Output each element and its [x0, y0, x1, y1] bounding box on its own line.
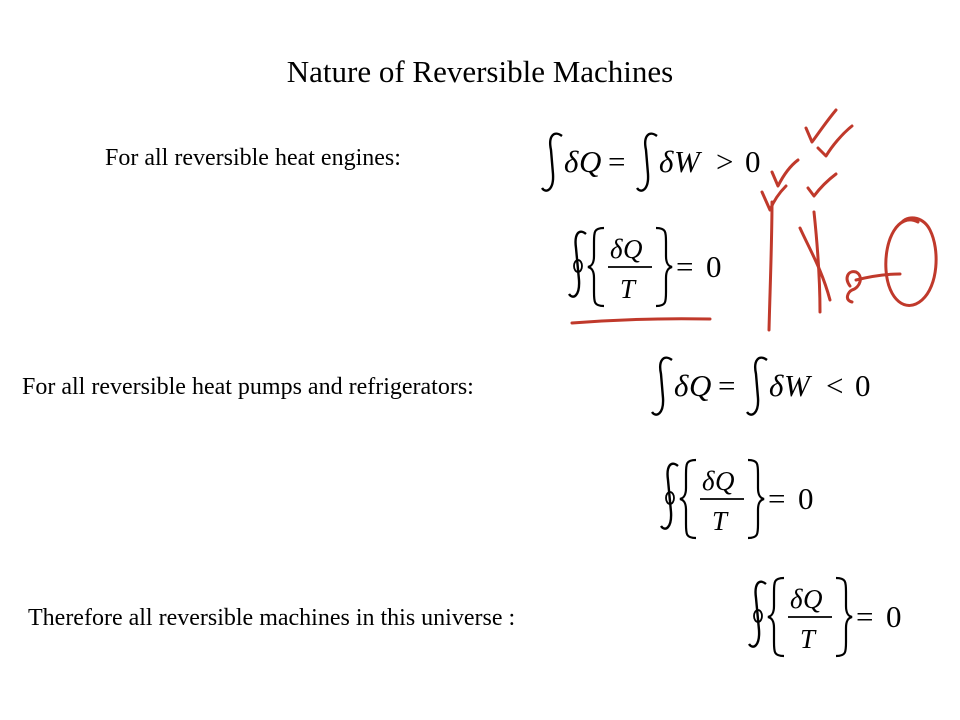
cyclic-integral-sign	[569, 232, 586, 297]
underline-ink	[572, 319, 710, 323]
left-brace	[680, 460, 696, 538]
zero-value: 0	[706, 249, 722, 284]
engine-first-law-equation	[540, 128, 780, 198]
zero-circle-ink	[886, 218, 936, 306]
heat-pumps-label: For all reversible heat pumps and refrigerators:	[22, 374, 474, 400]
slide-title: Nature of Reversible Machines	[286, 54, 674, 89]
work-symbol: W	[674, 144, 700, 179]
zero-value: 0	[855, 368, 871, 403]
cyclic-integral-sign	[749, 582, 766, 647]
delta-symbol: δ	[769, 368, 784, 403]
left-brace	[588, 228, 604, 306]
delta-symbol: δ	[702, 466, 715, 496]
delta-symbol: δ	[790, 584, 803, 614]
pump-clausius-equation	[660, 452, 830, 547]
heat-symbol: Q	[715, 466, 735, 496]
heat-symbol: Q	[689, 368, 712, 403]
delta-symbol: δ	[659, 144, 674, 179]
integral-sign	[747, 358, 767, 415]
zero-value: 0	[798, 481, 814, 516]
heat-symbol: Q	[579, 144, 602, 179]
heat-symbol: Q	[803, 584, 823, 614]
all-machines-label: Therefore all reversible machines in this universe :	[28, 605, 516, 631]
relation-sign: <	[826, 368, 844, 403]
relation-sign: >	[716, 144, 734, 179]
right-brace	[656, 228, 672, 306]
all-machines-clausius-equation	[748, 570, 918, 665]
left-brace	[768, 578, 784, 656]
equals-sign: =	[718, 368, 736, 403]
arrow-head-ink	[847, 272, 860, 302]
temperature-symbol: T	[712, 506, 728, 536]
heat-engines-label: For all reversible heat engines:	[105, 145, 401, 171]
check-mark-ink	[818, 126, 852, 156]
integral-sign	[542, 134, 562, 191]
check-mark-ink	[806, 110, 836, 142]
delta-symbol: δ	[674, 368, 689, 403]
right-brace	[748, 460, 764, 538]
delta-symbol: δ	[610, 234, 623, 264]
right-brace	[836, 578, 852, 656]
integral-sign	[652, 358, 672, 415]
work-symbol: W	[784, 368, 810, 403]
check-mark-ink	[808, 174, 836, 196]
letter-k-stem-ink	[814, 212, 820, 312]
cyclic-integral-sign	[661, 464, 678, 529]
engine-clausius-equation	[568, 220, 738, 315]
heat-symbol: Q	[623, 234, 643, 264]
equals-sign: =	[768, 481, 786, 516]
vertical-stroke-ink	[769, 202, 772, 330]
equals-sign: =	[856, 599, 874, 634]
arrow-line-ink	[856, 274, 900, 280]
temperature-symbol: T	[800, 624, 816, 654]
letter-k-arms-ink	[800, 228, 830, 300]
integral-sign	[637, 134, 657, 191]
temperature-symbol: T	[620, 274, 636, 304]
equals-sign: =	[608, 144, 626, 179]
zero-value: 0	[745, 144, 761, 179]
zero-value: 0	[886, 599, 902, 634]
pump-first-law-equation	[650, 352, 890, 422]
equals-sign: =	[676, 249, 694, 284]
delta-symbol: δ	[564, 144, 579, 179]
